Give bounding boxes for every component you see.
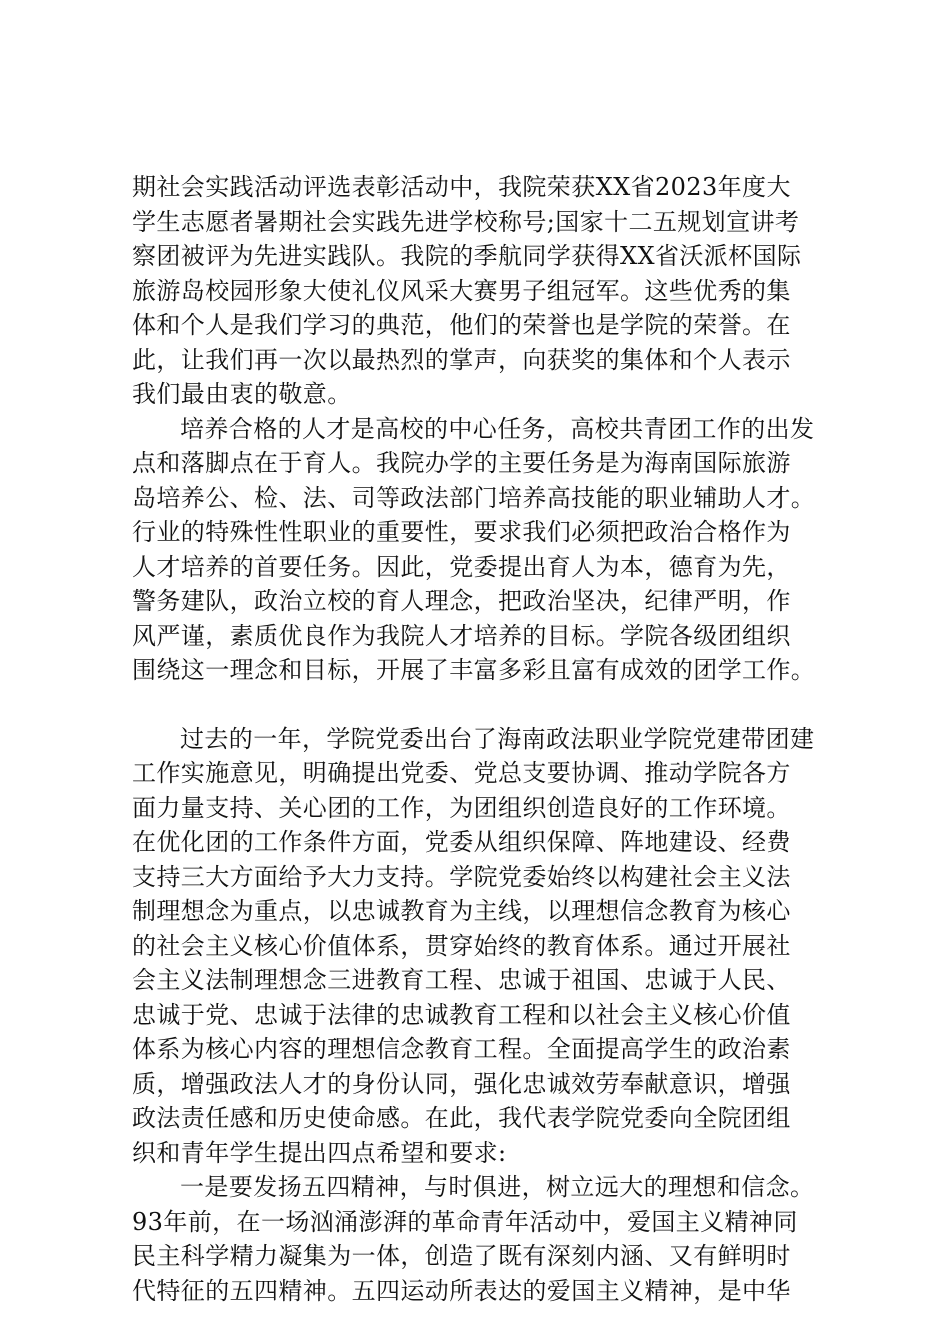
paragraph-past-year <box>132 722 832 1171</box>
text-line: 期社会实践活动评选表彰活动中，我院荣获XX省2023年度大 <box>132 173 791 201</box>
text-line: 我们最由衷的敬意。 <box>132 380 352 408</box>
text-line: 代特征的五四精神。五四运动所表达的爱国主义精神，是中华 <box>132 1276 791 1305</box>
paragraph-may-fourth-spirit <box>132 1170 832 1308</box>
text-line: 质，增强政法人才的身份认同，强化忠诚效劳奉献意识，增强 <box>132 1069 791 1098</box>
text-line: 政法责任感和历史使命感。在此，我代表学院党委向全院团组 <box>132 1104 791 1132</box>
text-line: 93年前，在一场汹涌澎湃的革命青年活动中，爱国主义精神同 <box>132 1207 798 1236</box>
paragraph-talent-cultivation <box>132 412 832 688</box>
text-line: 风严谨，素质优良作为我院人才培养的目标。学院各级团组织 <box>132 621 791 650</box>
text-line: 工作实施意见，明确提出党委、党总支要协调、推动学院各方 <box>132 759 791 787</box>
text-line: 一是要发扬五四精神，与时俱进，树立远大的理想和信念。 <box>180 1173 815 1201</box>
document-body <box>132 170 832 1308</box>
text-line: 此，让我们再一次以最热烈的掌声，向获奖的集体和个人表示 <box>132 345 791 374</box>
text-line: 过去的一年，学院党委出台了海南政法职业学院党建带团建 <box>180 724 815 753</box>
text-line: 旅游岛校园形象大使礼仪风采大赛男子组冠军。这些优秀的集 <box>132 276 791 305</box>
paragraph-spacer <box>132 688 832 722</box>
text-line: 忠诚于党、忠诚于法律的忠诚教育工程和以社会主义核心价值 <box>132 1000 791 1029</box>
text-line: 警务建队，政治立校的育人理念，把政治坚决，纪律严明，作 <box>132 587 791 615</box>
text-line: 体系为核心内容的理想信念教育工程。全面提高学生的政治素 <box>132 1035 791 1063</box>
text-line: 织和青年学生提出四点希望和要求: <box>132 1138 507 1167</box>
text-line: 面力量支持、关心团的工作，为团组织创造良好的工作环境。 <box>132 793 791 822</box>
text-line: 行业的特殊性性职业的重要性，要求我们必须把政治合格作为 <box>132 518 791 546</box>
text-line: 的社会主义核心价值体系，贯穿始终的教育体系。通过开展社 <box>132 931 791 960</box>
text-line: 点和落脚点在于育人。我院办学的主要任务是为海南国际旅游 <box>132 449 791 477</box>
text-line: 培养合格的人才是高校的中心任务，高校共青团工作的出发 <box>180 414 815 443</box>
text-line: 民主科学精力凝集为一体，创造了既有深刻内涵、又有鲜明时 <box>132 1242 791 1270</box>
paragraph-awards <box>132 170 832 412</box>
text-line: 人才培养的首要任务。因此，党委提出育人为本，德育为先， <box>132 552 791 581</box>
text-line: 体和个人是我们学习的典范，他们的荣誉也是学院的荣誉。在 <box>132 311 791 339</box>
text-line: 在优化团的工作条件方面，党委从组织保障、阵地建设、经费 <box>132 828 791 856</box>
text-line: 察团被评为先进实践队。我院的季航同学获得XX省沃派杯国际 <box>132 242 802 270</box>
text-line: 制理想念为重点，以忠诚教育为主线，以理想信念教育为核心 <box>132 897 791 925</box>
text-line: 岛培养公、检、法、司等政法部门培养高技能的职业辅助人才。 <box>132 483 816 512</box>
text-line: 学生志愿者暑期社会实践先进学校称号;国家十二五规划宣讲考 <box>132 207 800 236</box>
text-line: 围绕这一理念和目标，开展了丰富多彩且富有成效的团学工作。 <box>132 656 816 684</box>
text-line: 支持三大方面给予大力支持。学院党委始终以构建社会主义法 <box>132 862 791 891</box>
text-line: 会主义法制理想念三进教育工程、忠诚于祖国、忠诚于人民、 <box>132 966 791 994</box>
